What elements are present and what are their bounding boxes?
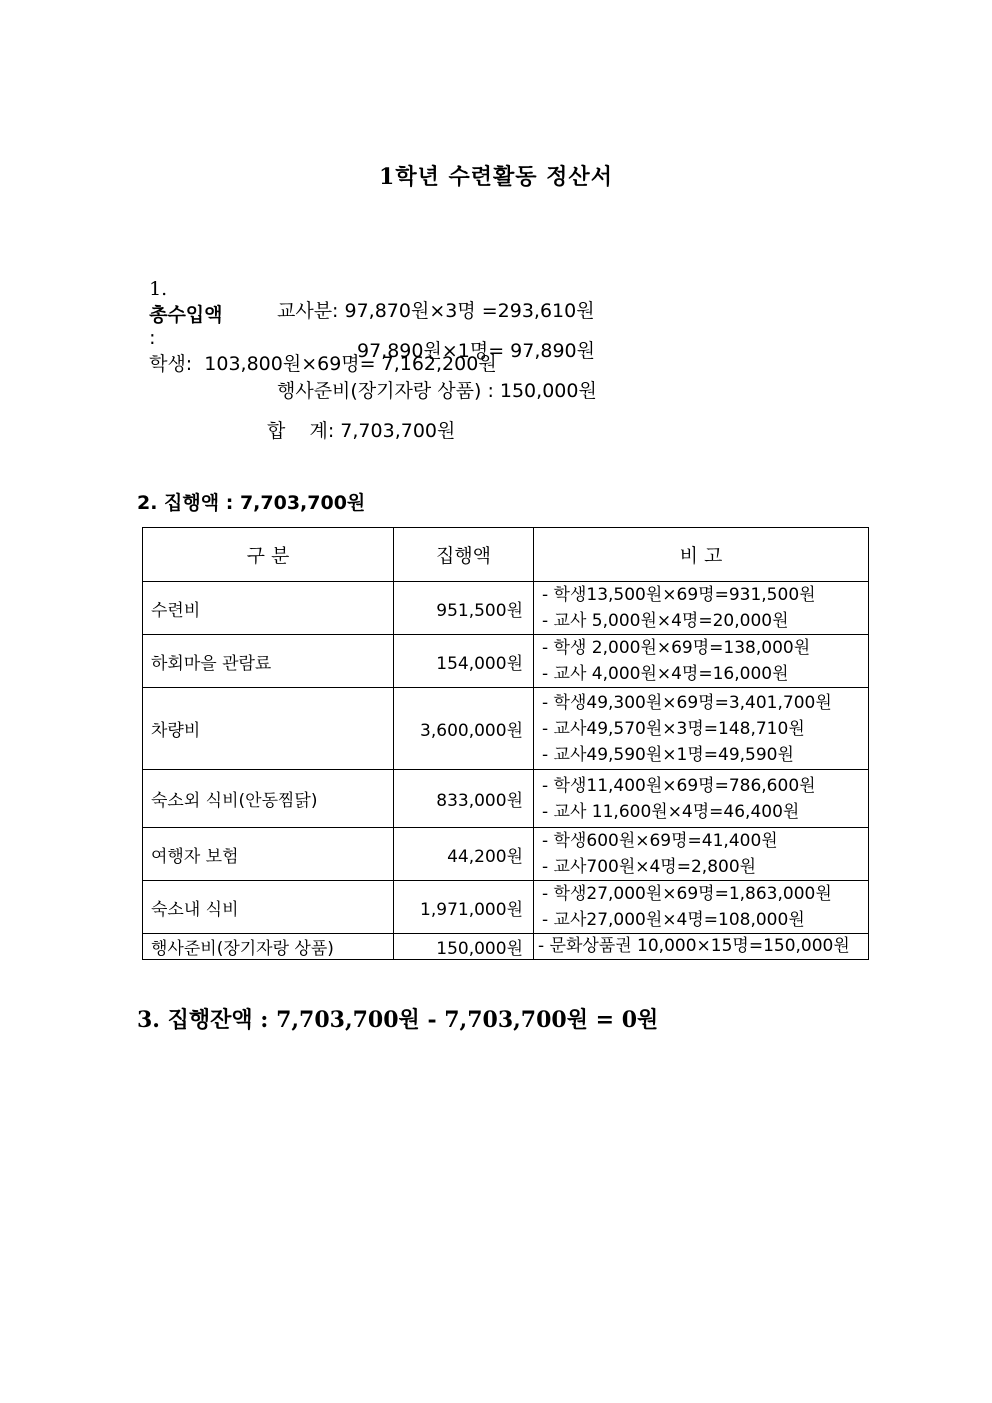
table-row	[143, 582, 869, 635]
row-category: 숙소외 식비(안동찜닭)	[143, 770, 394, 828]
section3-balance: 3. 집행잔액 : 7,703,700원 - 7,703,700원 = 0원	[137, 1007, 659, 1033]
note-line: - 교사 11,600원×4명=46,400원	[542, 801, 800, 822]
note-line: - 학생600원×69명=41,400원	[542, 831, 778, 851]
row-notes	[534, 881, 869, 934]
table-row	[143, 770, 869, 828]
row-category: 차량비	[143, 688, 394, 770]
note-line: - 교사27,000원×4명=108,000원	[542, 910, 805, 930]
row-notes	[534, 770, 869, 828]
row-category: 숙소내 식비	[143, 881, 394, 934]
row-amount: 833,000원	[394, 770, 534, 828]
income-event-line: 행사준비(장기자랑 상품) : 150,000원	[277, 380, 597, 402]
row-amount: 150,000원	[394, 934, 534, 960]
row-category: 행사준비(장기자랑 상품)	[143, 934, 394, 960]
section1-colon: :	[149, 327, 156, 349]
row-notes	[534, 635, 869, 688]
row-amount: 44,200원	[394, 828, 534, 881]
note-line: - 교사 4,000원×4명=16,000원	[542, 664, 789, 684]
income-teacher-extra-line: 97,890원×1명= 97,890원	[357, 340, 595, 362]
row-category: 여행자 보험	[143, 828, 394, 881]
note-line: - 학생 2,000원×69명=138,000원	[542, 638, 811, 658]
note-line: - 교사700원×4명=2,800원	[542, 857, 757, 877]
row-amount: 154,000원	[394, 635, 534, 688]
row-amount: 1,971,000원	[394, 881, 534, 934]
table-row	[143, 828, 869, 881]
row-amount: 3,600,000원	[394, 688, 534, 770]
note-line: - 교사 5,000원×4명=20,000원	[542, 611, 789, 631]
table-row	[143, 881, 869, 934]
table-row	[143, 688, 869, 770]
row-notes	[534, 828, 869, 881]
note-line: - 학생49,300원×69명=3,401,700원	[542, 692, 832, 713]
note-line: - 학생11,400원×69명=786,600원	[542, 775, 816, 796]
income-students-line: 학생: 103,800원×69명= 7,162,200원	[149, 353, 497, 375]
income-total-line: 합 계: 7,703,700원	[267, 420, 456, 442]
execution-table	[142, 527, 869, 960]
row-amount: 951,500원	[394, 582, 534, 635]
note-line: - 교사49,590원×1명=49,590원	[542, 744, 794, 765]
section1-label: 총수입액	[149, 304, 223, 326]
header-category: 구 분	[143, 528, 394, 582]
income-teachers-line: 교사분: 97,870원×3명 =293,610원	[277, 300, 595, 322]
row-notes	[534, 688, 869, 770]
note-line: - 학생13,500원×69명=931,500원	[542, 585, 816, 605]
table-header-row	[143, 528, 869, 582]
header-amount: 집행액	[394, 528, 534, 582]
row-notes	[534, 934, 869, 960]
table-row	[143, 934, 869, 960]
row-category: 수련비	[143, 582, 394, 635]
section2-heading: 2. 집행액 : 7,703,700원	[137, 492, 366, 514]
header-notes: 비 고	[534, 528, 869, 582]
table-row	[143, 635, 869, 688]
row-category: 하회마을 관람료	[143, 635, 394, 688]
document-title: 1학년 수련활동 정산서	[379, 164, 613, 190]
row-notes	[534, 582, 869, 635]
note-line: - 학생27,000원×69명=1,863,000원	[542, 884, 832, 904]
note-line: - 교사49,570원×3명=148,710원	[542, 718, 805, 739]
section1-number: 1.	[149, 278, 168, 300]
note-line: - 문화상품권 10,000×15명=150,000원	[538, 936, 850, 956]
